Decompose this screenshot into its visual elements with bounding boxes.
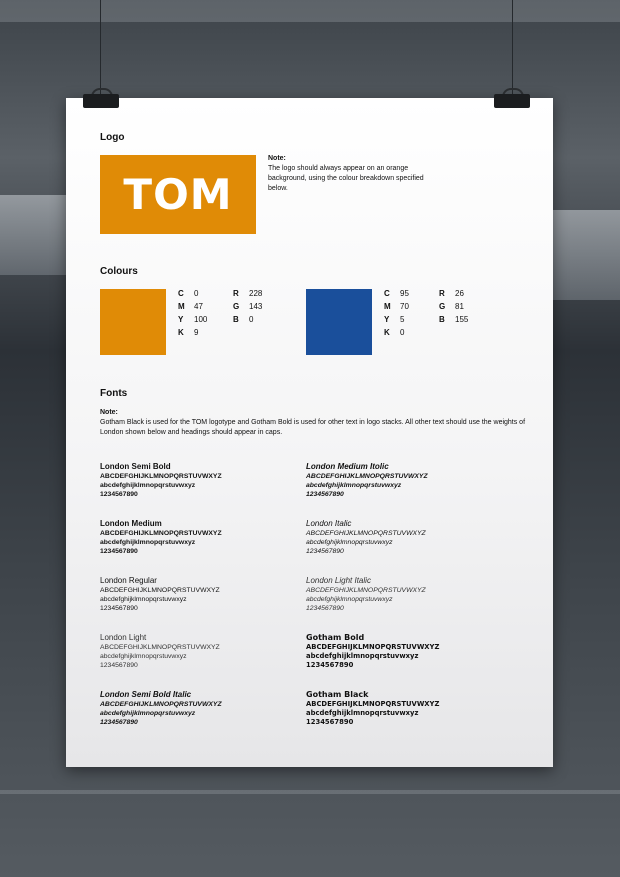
logo-heading: Logo xyxy=(100,132,125,143)
orange-swatch xyxy=(100,289,166,355)
font-sample-london-medium-italic: London Medium Itolic ABCDEFGHIJKLMNOPQRSTUVWXYZ abcdefghijklmnopqrstuvwxyz 1234567890 xyxy=(306,462,428,498)
logo-note xyxy=(268,154,428,194)
ceiling-beam xyxy=(0,0,620,22)
fonts-note xyxy=(100,408,540,438)
fonts-note-text: Gotham Black is used for the TOM logotype and Gotham Bold is used for other text in logo stacks. All other text should use the weights of London shown below and headings should appear in caps. xyxy=(100,419,526,436)
font-sample-london-semi-bold-italic: London Semi Bold Italic ABCDEFGHIJKLMNOPQRSTUVWXYZ abcdefghijklmnopqrstuvwxyz 1234567890 xyxy=(100,690,222,726)
font-sample-london-semi-bold: London Semi Bold ABCDEFGHIJKLMNOPQRSTUVWXYZ abcdefghijklmnopqrstuvwxyz 1234567890 xyxy=(100,462,222,498)
blue-cmyk: C 95 M 70 Y 5 K 0 xyxy=(384,289,409,337)
font-sample-london-light: London Light ABCDEFGHIJKLMNOPQRSTUVWXYZ abcdefghijklmnopqrstuvwxyz 1234567890 xyxy=(100,633,220,669)
logo-note-label: Note: xyxy=(268,155,286,162)
orange-rgb: R 228 G 143 B 0 xyxy=(233,289,263,324)
fonts-note-label: Note: xyxy=(100,409,118,416)
font-sample-london-regular: London Regular ABCDEFGHIJKLMNOPQRSTUVWXYZ abcdefghijklmnopqrstuvwxyz 1234567890 xyxy=(100,576,220,612)
hanging-wire-left xyxy=(100,0,101,97)
colours-heading: Colours xyxy=(100,266,138,277)
binder-clip-right xyxy=(494,88,530,110)
logo-wordmark: TOM xyxy=(123,170,233,219)
font-sample-gotham-black: Gotham Black ABCDEFGHIJKLMNOPQRSTUVWXYZ abcdefghijklmnopqrstuvwxyz 1234567890 xyxy=(306,690,440,726)
font-sample-gotham-bold: Gotham Bold ABCDEFGHIJKLMNOPQRSTUVWXYZ abcdefghijklmnopqrstuvwxyz 1234567890 xyxy=(306,633,440,669)
floor-line xyxy=(0,790,620,794)
blue-swatch xyxy=(306,289,372,355)
blue-rgb: R 26 G 81 B 155 xyxy=(439,289,469,324)
hanging-wire-right xyxy=(512,0,513,97)
orange-cmyk: C 0 M 47 Y 100 K 9 xyxy=(178,289,208,337)
font-sample-london-italic: London Italic ABCDEFGHIJKLMNOPQRSTUVWXYZ abcdefghijklmnopqrstuvwxyz 1234567890 xyxy=(306,519,426,555)
window-left xyxy=(0,195,66,275)
font-sample-london-light-italic: London Light Italic ABCDEFGHIJKLMNOPQRSTUVWXYZ abcdefghijklmnopqrstuvwxyz 1234567890 xyxy=(306,576,426,612)
window-right xyxy=(553,210,620,300)
tom-logo xyxy=(100,155,256,234)
font-sample-london-medium: London Medium ABCDEFGHIJKLMNOPQRSTUVWXYZ abcdefghijklmnopqrstuvwxyz 1234567890 xyxy=(100,519,222,555)
brand-guidelines-poster xyxy=(66,98,553,767)
logo-note-text: The logo should always appear on an orange background, using the colour breakdown specified below. xyxy=(268,165,424,192)
fonts-heading: Fonts xyxy=(100,388,128,399)
binder-clip-left xyxy=(83,88,119,110)
